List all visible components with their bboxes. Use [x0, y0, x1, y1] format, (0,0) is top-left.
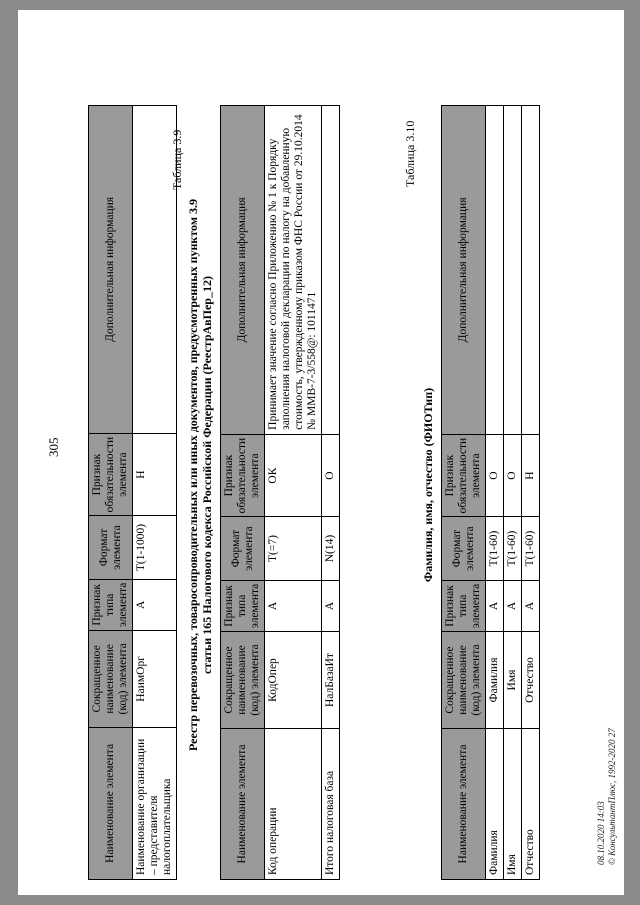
header-format: Формат элемента — [221, 517, 265, 580]
table-row — [486, 106, 504, 880]
cell-format: Т(1-60) — [486, 517, 504, 580]
table-header-row — [89, 106, 133, 880]
table-row — [133, 106, 177, 880]
cell-type-flag: А — [522, 580, 540, 631]
table-row — [265, 106, 322, 880]
header-type-flag: Признак типа элемента — [442, 580, 486, 631]
table-body — [486, 106, 540, 880]
header-additional-info: Дополнительная информация — [89, 106, 133, 434]
table-body — [133, 106, 177, 880]
cell-required-flag: ОК — [265, 434, 322, 517]
cell-format: N(14) — [322, 517, 340, 580]
cell-type-flag: А — [133, 579, 177, 630]
table-row — [504, 106, 522, 880]
footer-line-1: 08.10.2020 14:03 — [596, 801, 606, 865]
header-type-flag: Признак типа элемента — [221, 580, 265, 631]
cell-required-flag: Н — [133, 433, 177, 516]
header-additional-info: Дополнительная информация — [221, 106, 265, 435]
header-required-flag: Признак обязательности элемента — [89, 433, 133, 516]
table-continuation — [88, 105, 177, 880]
table-3-9-caption: Таблица 3.9 — [170, 129, 184, 190]
cell-element-name: Код операции — [265, 728, 322, 879]
cell-required-flag: О — [322, 434, 340, 517]
cell-additional-info — [522, 106, 540, 435]
cell-type-flag: А — [486, 580, 504, 631]
cell-element-name: Итого налоговая база — [322, 728, 340, 879]
cell-type-flag: А — [504, 580, 522, 631]
table-row — [322, 106, 340, 880]
cell-additional-info — [504, 106, 522, 435]
header-short-code: Сокращенное наименование (код) элемента — [89, 631, 133, 728]
cell-additional-info: Принимает значение согласно Приложению № 1 к Порядку заполнения налоговой декларации по налогу на добавленную стоимость, утвержденному приказом ФНС России от 29.10.2014 № ММВ-7-3/558@: 1011471 — [265, 106, 322, 435]
cell-element-name: Наименование организации – представителя налогоплательщика — [133, 727, 177, 879]
cell-type-flag: А — [265, 580, 322, 631]
table-3-9-title: Реестр перевозочных, товаросопроводительных или иных документов, предусмотренных пунктом 3.9 статьи 165 Налогового кодекса Российской Федерации (РеестрАвПер_12) — [186, 198, 214, 752]
table-3-10 — [441, 105, 540, 880]
cell-format: Т(=7) — [265, 517, 322, 580]
cell-additional-info — [486, 106, 504, 435]
page-footer — [596, 728, 618, 865]
table-3-10-title: Фамилия, имя, отчество (ФИОТип) — [421, 387, 435, 583]
rotated-content — [18, 10, 624, 895]
header-required-flag: Признак обязательности элемента — [442, 434, 486, 517]
cell-format: Т(1-60) — [504, 517, 522, 580]
header-additional-info: Дополнительная информация — [442, 106, 486, 435]
header-short-code: Сокращенное наименование (код) элемента — [221, 632, 265, 729]
header-element-name: Наименование элемента — [89, 727, 133, 879]
table-header-row — [221, 106, 265, 880]
table-body — [265, 106, 340, 880]
header-element-name: Наименование элемента — [442, 728, 486, 879]
cell-required-flag: О — [486, 434, 504, 517]
cell-format: Т(1-1000) — [133, 516, 177, 579]
cell-short-code: КодОпер — [265, 632, 322, 729]
header-element-name: Наименование элемента — [221, 728, 265, 879]
cell-element-name: Фамилия — [486, 728, 504, 879]
cell-element-name: Имя — [504, 728, 522, 879]
document-page — [18, 10, 624, 895]
header-type-flag: Признак типа элемента — [89, 579, 133, 630]
header-format: Формат элемента — [89, 516, 133, 579]
cell-short-code: Имя — [504, 632, 522, 729]
table-row — [522, 106, 540, 880]
header-format: Формат элемента — [442, 517, 486, 580]
page-number: 305 — [46, 437, 61, 457]
cell-short-code: НалБазаИт — [322, 632, 340, 729]
header-short-code: Сокращенное наименование (код) элемента — [442, 632, 486, 729]
cell-short-code: Отчество — [522, 632, 540, 729]
cell-short-code: Фамилия — [486, 632, 504, 729]
table-3-9 — [220, 105, 340, 880]
table-3-10-caption: Таблица 3.10 — [403, 120, 417, 187]
cell-element-name: Отчество — [522, 728, 540, 879]
header-required-flag: Признак обязательности элемента — [221, 434, 265, 517]
cell-additional-info — [322, 106, 340, 435]
table-header-row — [442, 106, 486, 880]
footer-line-2: © КонсультантПлюс, 1992-2020 27 — [607, 728, 617, 865]
cell-required-flag: Н — [522, 434, 540, 517]
cell-short-code: НаимОрг — [133, 631, 177, 728]
cell-format: Т(1-60) — [522, 517, 540, 580]
cell-type-flag: А — [322, 580, 340, 631]
cell-required-flag: О — [504, 434, 522, 517]
